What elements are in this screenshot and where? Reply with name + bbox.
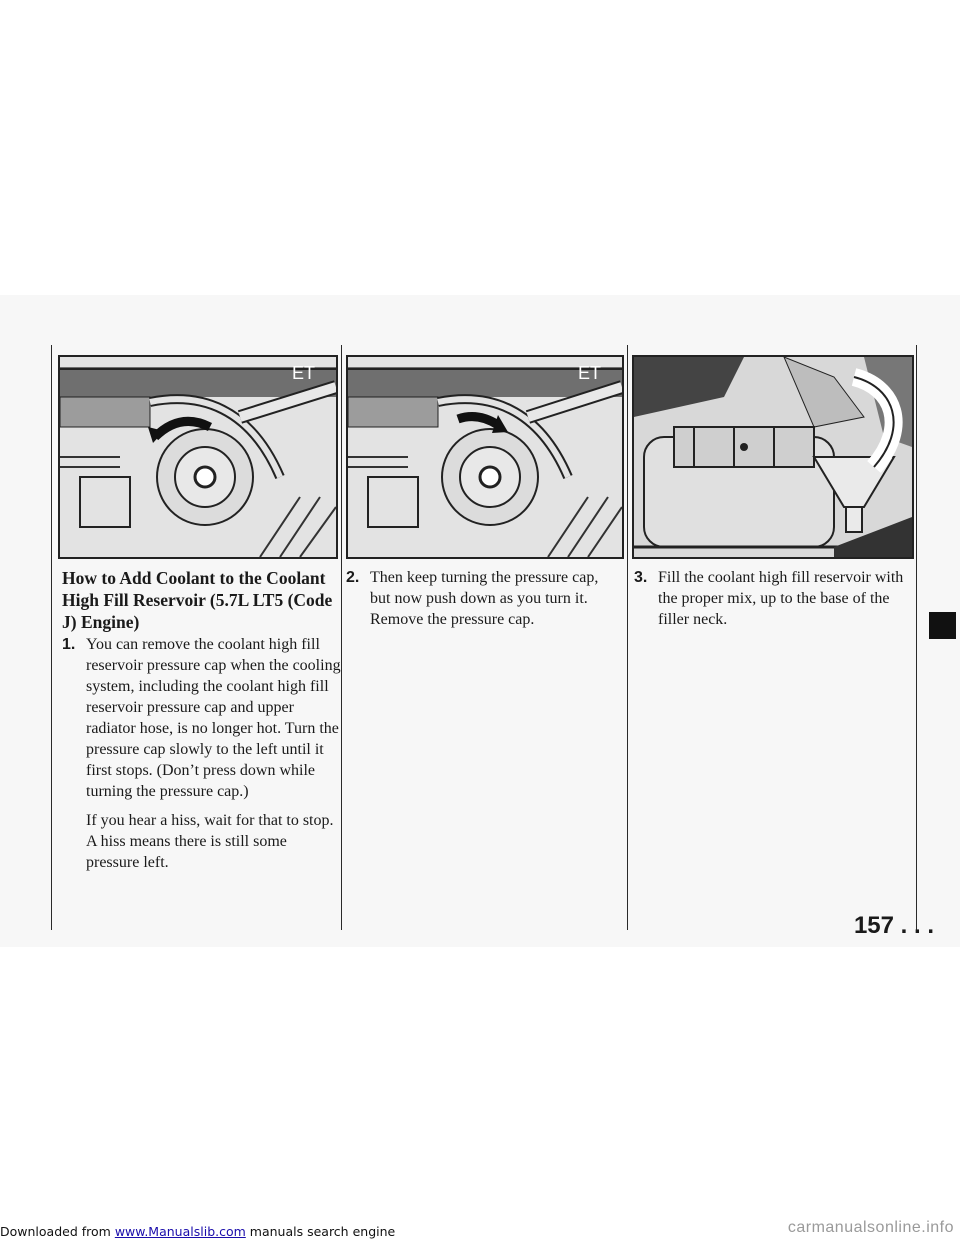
engine-illustration-2: [348, 357, 622, 557]
step-1: [62, 634, 344, 881]
figure-fill-reservoir: [632, 355, 914, 559]
step-3: [634, 567, 916, 638]
engine-illustration-1: [60, 357, 336, 557]
step-1-paragraph-2: If you hear a hiss, wait for that to stop. A hiss means there is still some pressure left.: [86, 812, 334, 871]
column-rule-right: [627, 345, 628, 930]
footer-prefix: Downloaded from: [0, 1224, 111, 1239]
download-footer: [0, 1224, 395, 1239]
step-2-paragraph-1: Then keep turning the pressure cap, but now push down as you turn it. Remove the pressure cap.: [370, 569, 599, 628]
reservoir-illustration: [634, 357, 912, 557]
footer-suffix: manuals search engine: [249, 1224, 396, 1239]
watermark: carmanualsonline.info: [787, 1219, 954, 1236]
figure-turn-cap-left: [58, 355, 338, 559]
step-3-paragraph-1: Fill the coolant high fill reservoir with the proper mix, up to the base of the filler neck.: [658, 569, 904, 628]
figure-2-label: ET: [578, 363, 602, 383]
section-heading: How to Add Coolant to the Coolant High Fill Reservoir (5.7L LT5 (Code J) Engine): [62, 568, 333, 632]
figure-push-turn-cap: [346, 355, 624, 559]
section-tab-marker: [929, 612, 956, 639]
figure-1-label: ET: [292, 363, 316, 383]
manualslib-link[interactable]: www.Manualslib.com: [114, 1224, 246, 1239]
step-2: [346, 567, 622, 638]
step-1-number: 1.: [62, 636, 76, 653]
step-1-paragraph-1: You can remove the coolant high fill reservoir pressure cap when the cooling system, including the coolant high fill reservoir pressure cap and upper radiator hose, is no longer hot. Turn the pressure cap slowly to the left until it first stops. (Don’t press down while turning the pressure cap.): [86, 636, 341, 800]
step-3-number: 3.: [634, 569, 648, 586]
column-rule-edge: [916, 345, 917, 930]
column-rule-left: [51, 345, 52, 930]
step-2-number: 2.: [346, 569, 360, 586]
page-number: 157 . . .: [853, 912, 934, 939]
